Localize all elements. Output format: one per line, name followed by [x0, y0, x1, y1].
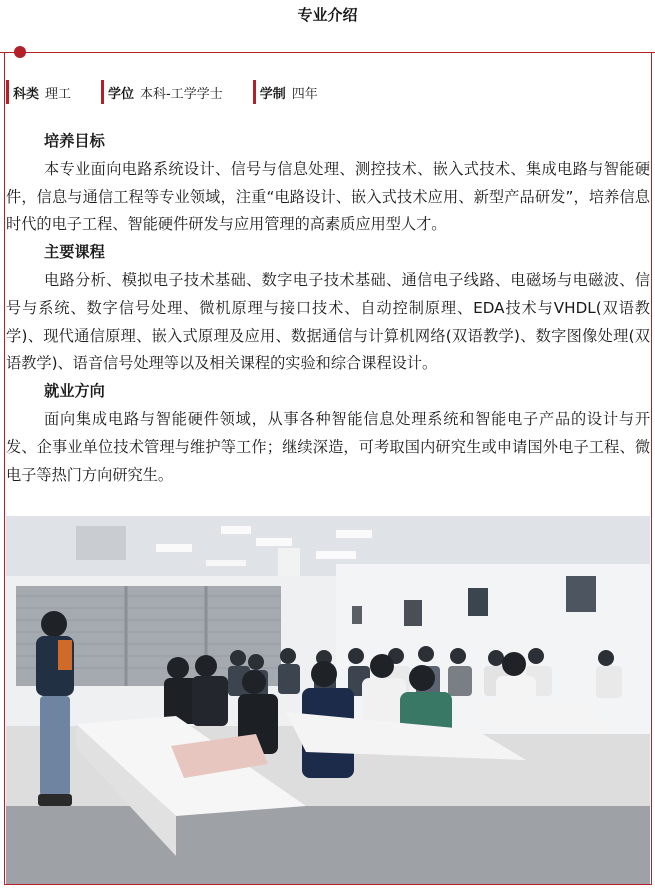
meta-degree	[101, 80, 223, 104]
meta-duration	[253, 80, 318, 104]
section-title-courses: 主要课程	[44, 243, 105, 262]
meta-duration-key: 学制	[259, 86, 286, 102]
section-text-goal: 本专业面向电路系统设计、信号与信息处理、测控技术、嵌入式技术、集成电路与智能硬件，信息与通信工程等专业领域，注重“电路设计、嵌入式技术应用、新型产品研发”，培养信息时代的电子工程、智能硬件研发与应用管理的高素质应用型人才。	[6, 159, 650, 234]
meta-category-value: 理工	[45, 86, 72, 102]
meta-category-key: 科类	[13, 86, 40, 102]
section-text-career: 面向集成电路与智能硬件领域，从事各种智能信息处理系统和智能电子产品的设计与开发、企事业单位技术管理与维护等工作；继续深造，可考取国内研究生或申请国外电子工程、微电子等热门方向研究生。	[6, 409, 650, 484]
section-title-career: 就业方向	[44, 382, 105, 401]
frame-right-line	[651, 52, 652, 884]
meta-degree-key: 学位	[108, 86, 135, 102]
section-text-courses: 电路分析、模拟电子技术基础、数字电子技术基础、通信电子线路、电磁场与电磁波、信号与系统、数字信号处理、微机原理与接口技术、自动控制原理、EDA技术与VHDL(双语教学)、现代通信原理、嵌入式原理及应用、数据通信与计算机网络(双语教学)、数字图像处理(双语教学)、语音信号处理等以及相关课程的实验和综合课程设计。	[6, 270, 650, 373]
section-title-goal: 培养目标	[44, 132, 105, 150]
frame-left-line	[4, 52, 5, 884]
frame-dot-icon	[14, 46, 26, 58]
content	[6, 128, 650, 489]
meta-row	[6, 80, 318, 104]
frame-bottom-line	[4, 884, 652, 885]
frame-top-line	[0, 52, 655, 53]
classroom-photo	[6, 516, 650, 884]
meta-duration-value: 四年	[291, 86, 318, 102]
page-title: 专业介绍	[297, 6, 358, 24]
meta-degree-value: 本科-工学学士	[140, 86, 223, 102]
meta-category	[6, 80, 71, 104]
